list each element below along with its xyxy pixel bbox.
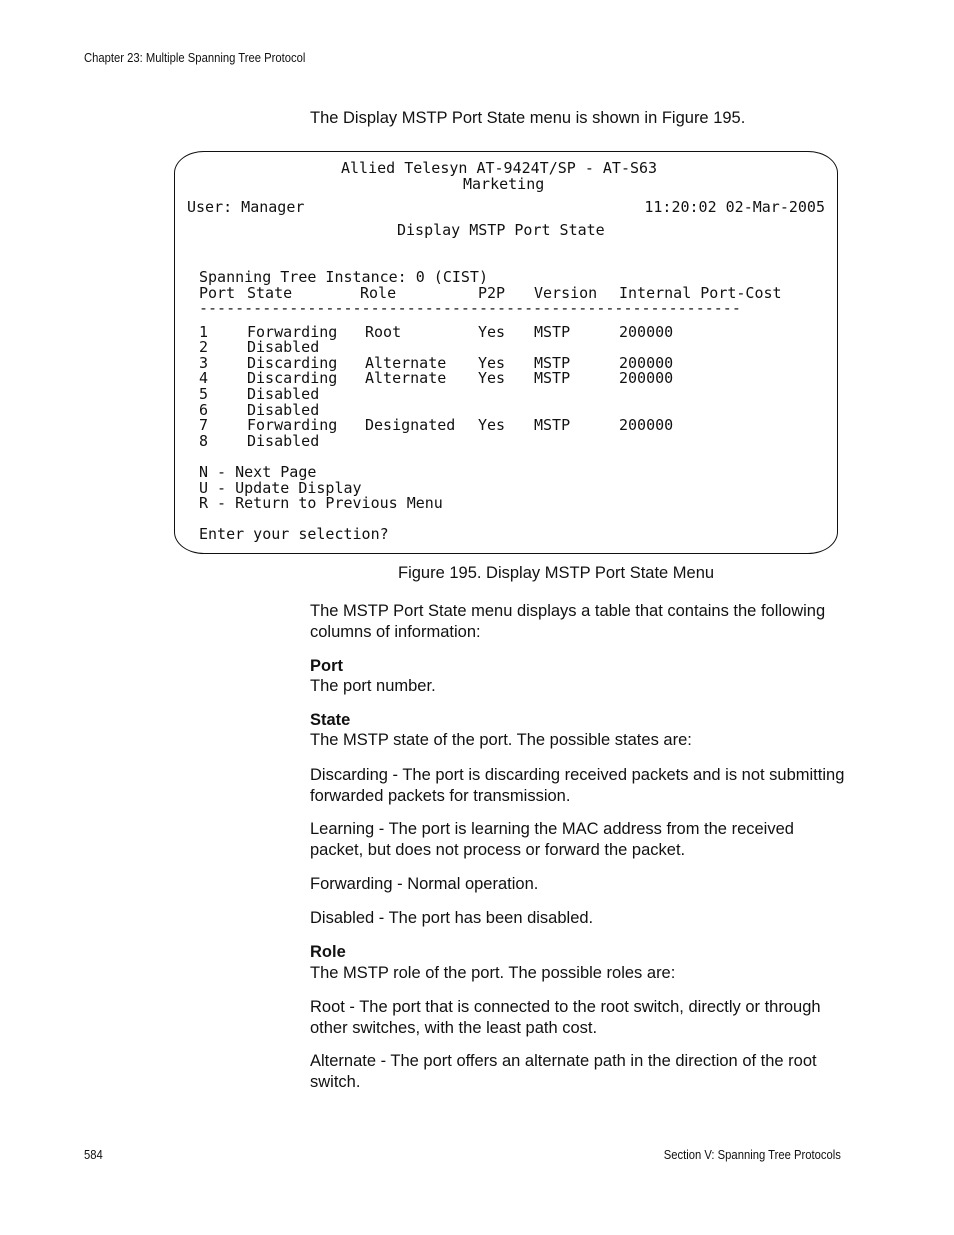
cell-port: 5 — [199, 385, 209, 403]
cell-port: 4 — [199, 369, 209, 387]
cell-version: MSTP — [534, 323, 571, 341]
col-p2p: P2P — [478, 284, 506, 302]
page-number: 584 — [84, 1148, 103, 1162]
cell-state: Disabled — [247, 385, 320, 403]
role-root: Root - The port that is connected to the root switch, directly or through other switches, with the least path cost. — [310, 998, 821, 1037]
terminal-screen-title: Display MSTP Port State — [397, 221, 605, 239]
running-header-chapter: Chapter 23: Multiple Spanning Tree Protocol — [84, 51, 306, 65]
terminal-screen — [174, 151, 838, 554]
cell-port: 1 — [199, 323, 209, 341]
cell-version: MSTP — [534, 416, 571, 434]
col-state: State — [247, 284, 293, 302]
col-version: Version — [534, 284, 598, 302]
cell-p2p: Yes — [478, 369, 506, 387]
figure-caption: Figure 195. Display MSTP Port State Menu — [398, 564, 715, 582]
col-port: Port — [199, 284, 236, 302]
cell-port: 7 — [199, 416, 209, 434]
cell-state: Discarding — [247, 354, 338, 372]
cell-role: Alternate — [365, 354, 447, 372]
terminal-instance: Spanning Tree Instance: 0 (CIST) — [199, 268, 488, 286]
state-disabled: Disabled - The port has been disabled. — [310, 909, 594, 927]
cell-port: 3 — [199, 354, 209, 372]
cell-version: MSTP — [534, 369, 571, 387]
cell-state: Discarding — [247, 369, 338, 387]
cell-role: Alternate — [365, 369, 447, 387]
cell-port: 8 — [199, 432, 209, 450]
cell-p2p: Yes — [478, 416, 506, 434]
state-learning: Learning - The port is learning the MAC address from the received packet, but does not process or forward the packet. — [310, 820, 794, 859]
cell-p2p: Yes — [478, 323, 506, 341]
state-forwarding: Forwarding - Normal operation. — [310, 875, 539, 893]
option-update-display[interactable]: U - Update Display — [199, 479, 362, 497]
intro-paragraph: The Display MSTP Port State menu is shown in Figure 195. — [310, 109, 746, 127]
terminal-subtitle: Marketing — [463, 175, 545, 193]
cell-role: Root — [365, 323, 402, 341]
cell-state: Disabled — [247, 401, 320, 419]
cell-role: Designated — [365, 416, 456, 434]
cell-port: 6 — [199, 401, 209, 419]
col-role: Role — [360, 284, 397, 302]
cell-cost: 200000 — [619, 323, 674, 341]
term-state: State — [310, 711, 351, 729]
terminal-separator: ------------------------------------------------------------ — [199, 299, 741, 317]
cell-cost: 200000 — [619, 369, 674, 387]
col-internal-port-cost: Internal Port-Cost — [619, 284, 782, 302]
option-next-page[interactable]: N - Next Page — [199, 463, 317, 481]
cell-state: Forwarding — [247, 416, 338, 434]
cell-port: 2 — [199, 338, 209, 356]
option-return-previous-menu[interactable]: R - Return to Previous Menu — [199, 494, 443, 512]
role-alternate: Alternate - The port offers an alternate path in the direction of the root switch. — [310, 1052, 817, 1091]
terminal-user: User: Manager — [187, 198, 305, 216]
desc-role: The MSTP role of the port. The possible roles are: — [310, 964, 676, 982]
term-port: Port — [310, 657, 343, 675]
running-footer-section: Section V: Spanning Tree Protocols — [663, 1148, 841, 1162]
cell-state: Disabled — [247, 338, 320, 356]
cell-state: Disabled — [247, 432, 320, 450]
terminal-title: Allied Telesyn AT-9424T/SP - AT-S63 — [341, 159, 658, 177]
body-paragraph-columns: The MSTP Port State menu displays a table that contains the following columns of information: — [310, 602, 826, 641]
state-discarding: Discarding - The port is discarding received packets and is not submitting forwarded packets for transmission. — [310, 766, 845, 805]
terminal-datetime: 11:20:02 02-Mar-2005 — [644, 198, 825, 216]
term-role: Role — [310, 943, 346, 961]
cell-p2p: Yes — [478, 354, 506, 372]
cell-state: Forwarding — [247, 323, 338, 341]
cell-cost: 200000 — [619, 416, 674, 434]
cell-version: MSTP — [534, 354, 571, 372]
desc-state: The MSTP state of the port. The possible states are: — [310, 731, 692, 749]
cell-cost: 200000 — [619, 354, 674, 372]
desc-port: The port number. — [310, 677, 436, 695]
selection-prompt[interactable]: Enter your selection? — [199, 525, 389, 543]
